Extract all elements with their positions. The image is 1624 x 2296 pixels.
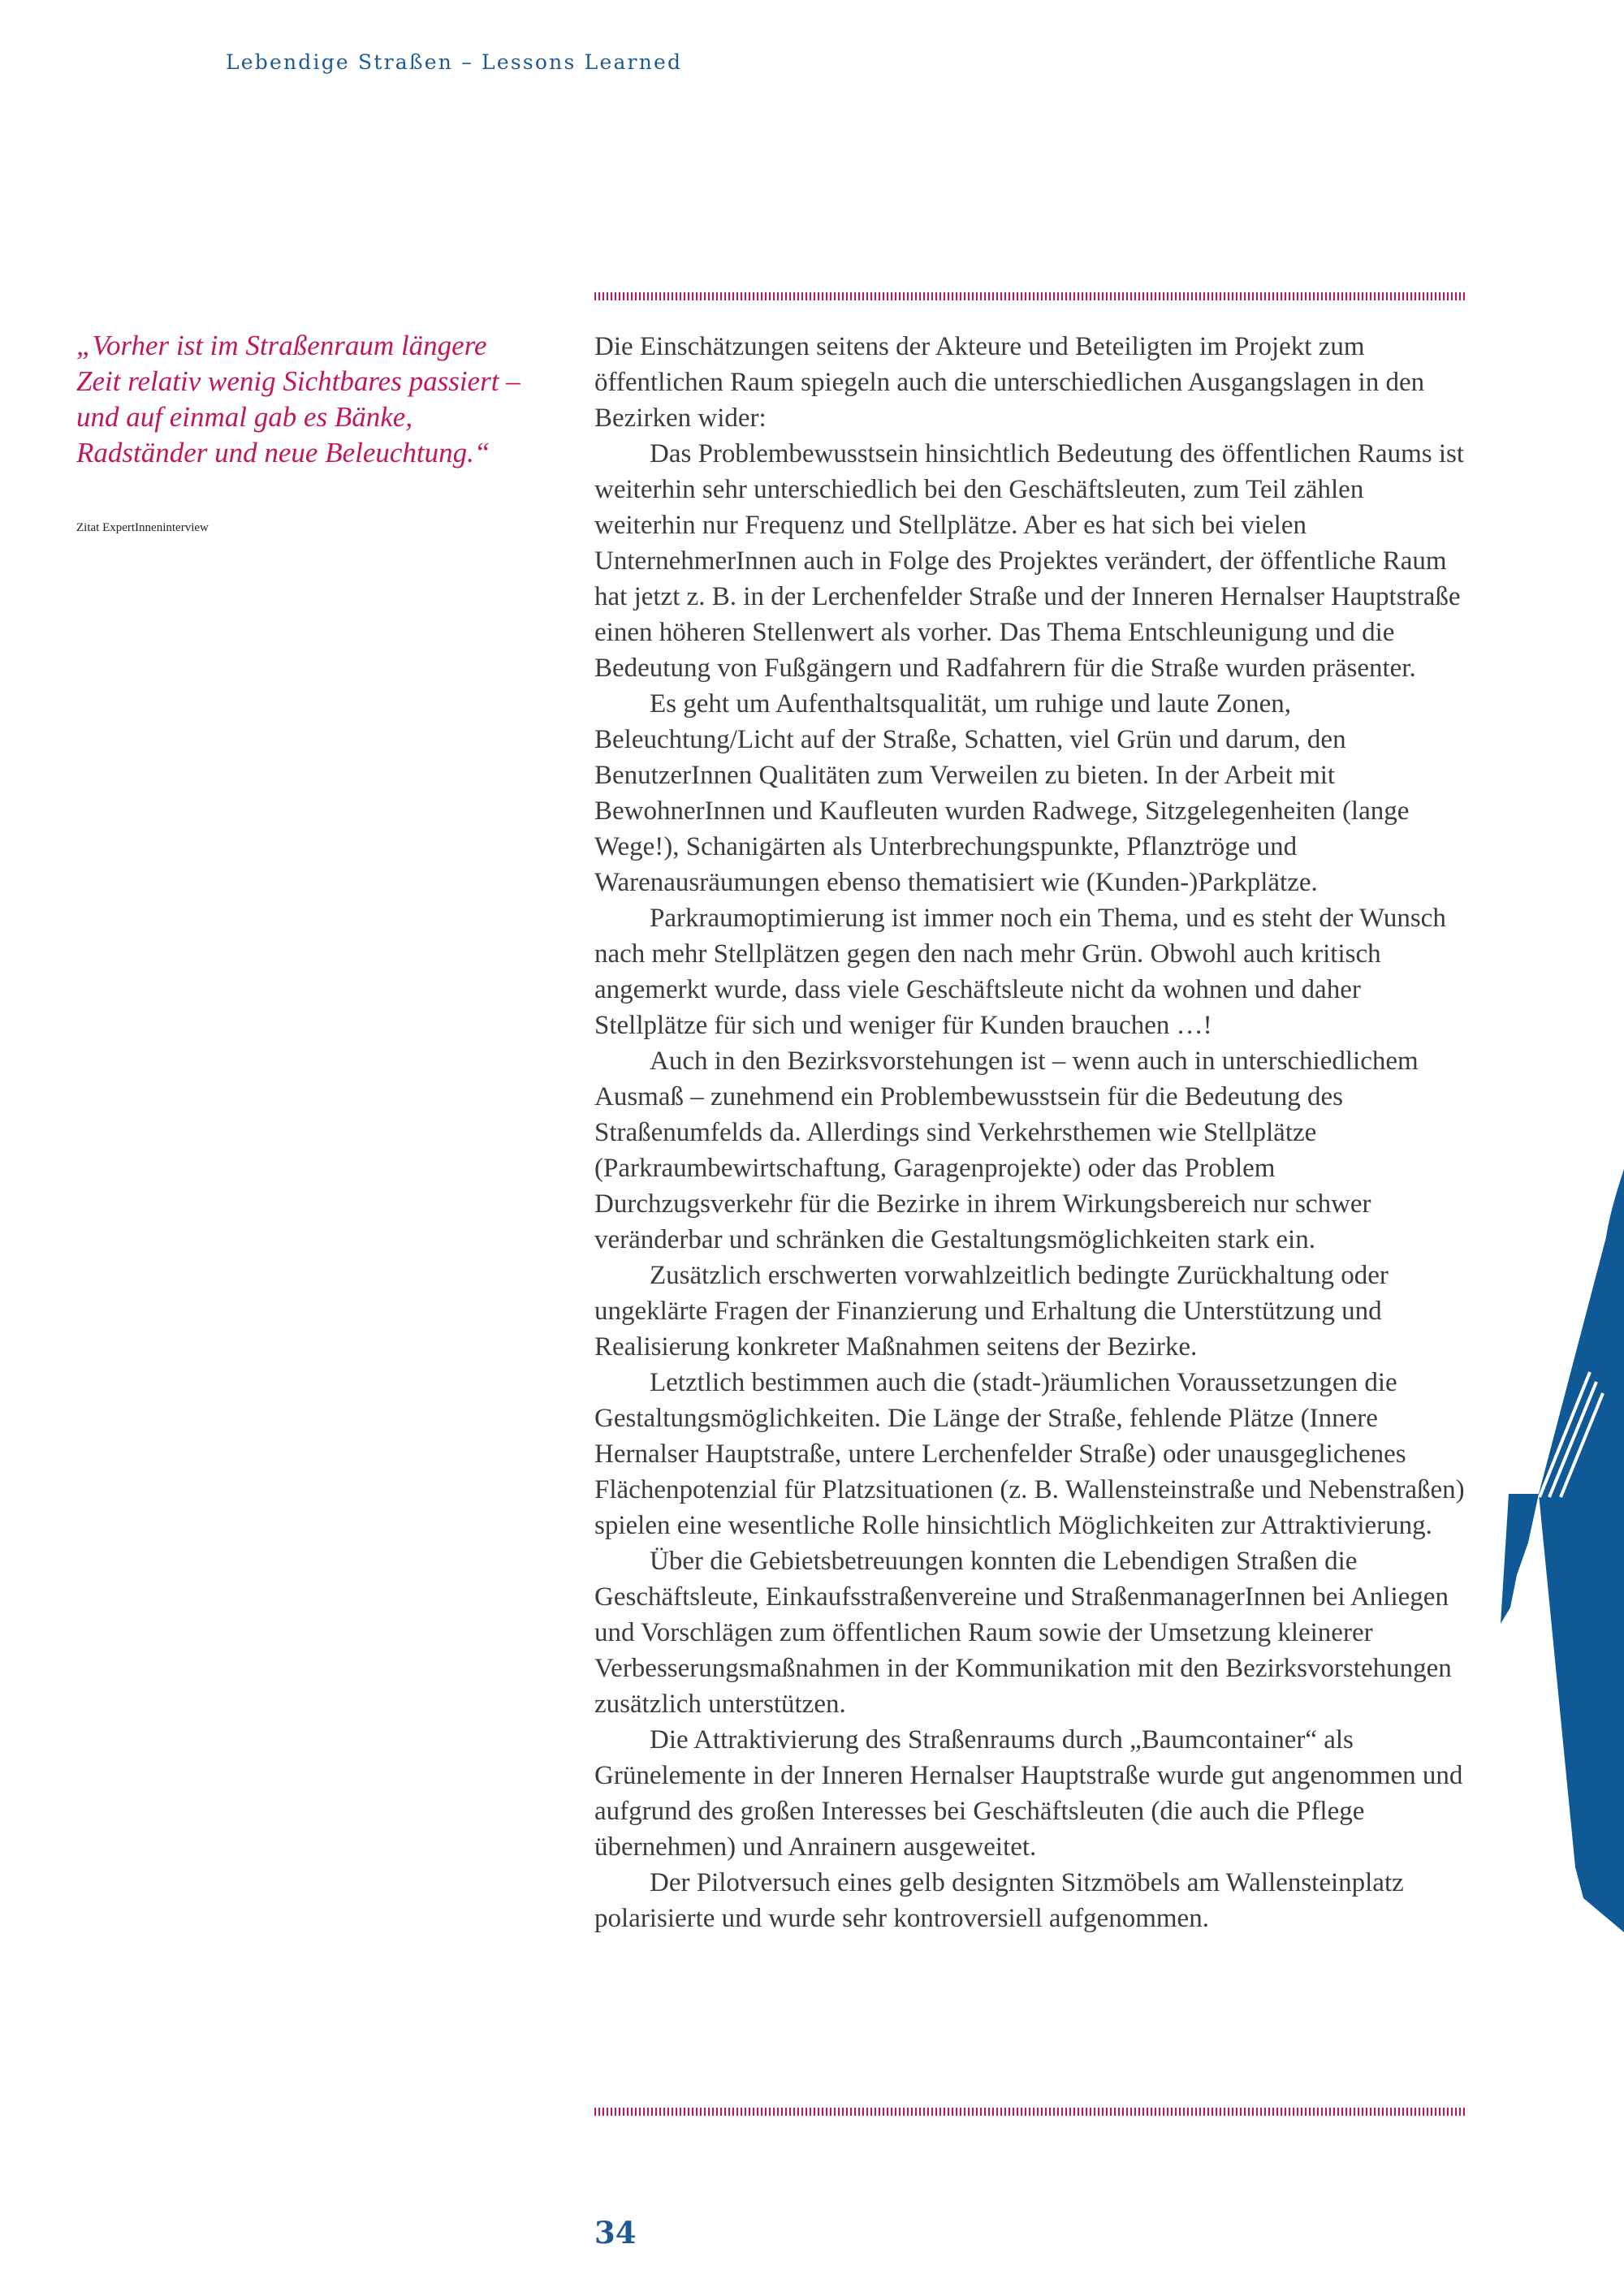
paragraph: Das Problembewusstsein hinsichtlich Bedeutung des öffentlichen Raums ist weiterhin sehr unterschiedlich bei den Geschäftsleuten, zum Teil zählen weiterhin nur Frequenz und Stellplätze. Aber es hat sich bei vielen UnternehmerInnen auch in Folge des Projektes verändert, der öffentliche Raum hat jetzt z. B. in der Lerchenfelder Straße und der Inneren Hernalser Hauptstraße einen höheren Stellenwert als vorher. Das Thema Entschleunigung und die Bedeutung von Fußgängern und Radfahrern für die Straße wurden präsenter. [594, 439, 1465, 683]
main-text [594, 329, 1471, 1936]
paragraph: Über die Gebietsbetreuungen konnten die Lebendigen Straßen die Geschäftsleute, Einkaufsstraßenvereine und StraßenmanagerInnen bei Anliegen und Vorschlägen zum öffentlichen Raum sowie der Umsetzung kleinerer Verbesserungsmaßnahmen in der Kommunikation mit den Bezirksvorstehungen zusätzlich unterstützen. [594, 1547, 1452, 1719]
paragraph: Die Einschätzungen seitens der Akteure und Beteiligten im Projekt zum öffentlichen Raum spiegeln auch die unterschiedlichen Ausgangslagen in den Bezirken wider: [594, 332, 1425, 433]
paragraph: Parkraumoptimierung ist immer noch ein Thema, und es steht der Wunsch nach mehr Stellplätzen gegen den nach mehr Grün. Obwohl auch kritisch angemerkt wurde, dass viele Geschäftsleute nicht da wohnen und daher Stellplätze für sich und weniger für Kunden brauchen …! [594, 904, 1446, 1040]
paragraph: Der Pilotversuch eines gelb designten Sitzmöbels am Wallensteinplatz polarisierte und wurde sehr kontroversiell aufgenommen. [594, 1868, 1404, 1933]
paragraph: Die Attraktivierung des Straßenraums durch „Baumcontainer“ als Grünelemente in der Inneren Hernalser Hauptstraße wurde gut angenommen und aufgrund des großen Interesses bei Geschäftsleuten (die auch die Pflege übernehmen) und Anrainern ausgeweitet. [594, 1725, 1463, 1862]
quote-source: Zitat ExpertInneninterview [76, 521, 209, 534]
dotted-rule-bottom [594, 2108, 1466, 2116]
running-title: Lebendige Straßen – Lessons Learned [226, 50, 683, 74]
page-number: 34 [594, 2215, 637, 2251]
paragraph: Auch in den Bezirksvorstehungen ist – wenn auch in unterschiedlichem Ausmaß – zunehmend ein Problembewusstsein für die Bedeutung des Straßenumfelds da. Allerdings sind Verkehrsthemen wie Stellplätze (Parkraumbewirtschaftung, Garagenprojekte) oder das Problem Durchzugsverkehr für die Bezirke in ihrem Wirkungsbereich nur schwer veränderbar und schränken die Gestaltungsmöglichkeiten stark ein. [594, 1047, 1419, 1254]
pull-quote: „Vorher ist im Straßenraum längere Zeit relativ wenig Sichtbares passiert – und auf einmal gab es Bänke, Radständer und neue Beleuchtung.“ [76, 330, 520, 468]
paragraph: Letztlich bestimmen auch die (stadt-)räumlichen Voraussetzungen die Gestaltungsmöglichkeiten. Die Länge der Straße, fehlende Plätze (Innere Hernalser Hauptstraße, untere Lerchenfelder Straße) oder unausgeglichenes Flächenpotenzial für Platzsituationen (z. B. Wallensteinstraße und Nebenstraßen) spielen eine wesentliche Rolle hinsichtlich Möglichkeiten zur Attraktivierung. [594, 1368, 1465, 1540]
paragraph: Es geht um Aufenthaltsqualität, um ruhige und laute Zonen, Beleuchtung/Licht auf der Straße, Schatten, viel Grün und darum, den BenutzerInnen Qualitäten zum Verweilen zu bieten. In der Arbeit mit BewohnerInnen und Kaufleuten wurden Radwege, Sitzgelegenheiten (lange Wege!), Schanigärten als Unterbrechungspunkte, Pflanztröge und Warenausräumungen ebenso thematisiert wie (Kunden-)Parkplätze. [594, 689, 1410, 897]
paragraph: Zusätzlich erschwerten vorwahlzeitlich bedingte Zurückhaltung oder ungeklärte Fragen der Finanzierung und Erhaltung die Unterstützung und Realisierung konkreter Maßnahmen seitens der Bezirke. [594, 1261, 1389, 1362]
dotted-rule-top [594, 292, 1466, 300]
shopper-silhouette-illustration [1494, 1169, 1624, 1932]
